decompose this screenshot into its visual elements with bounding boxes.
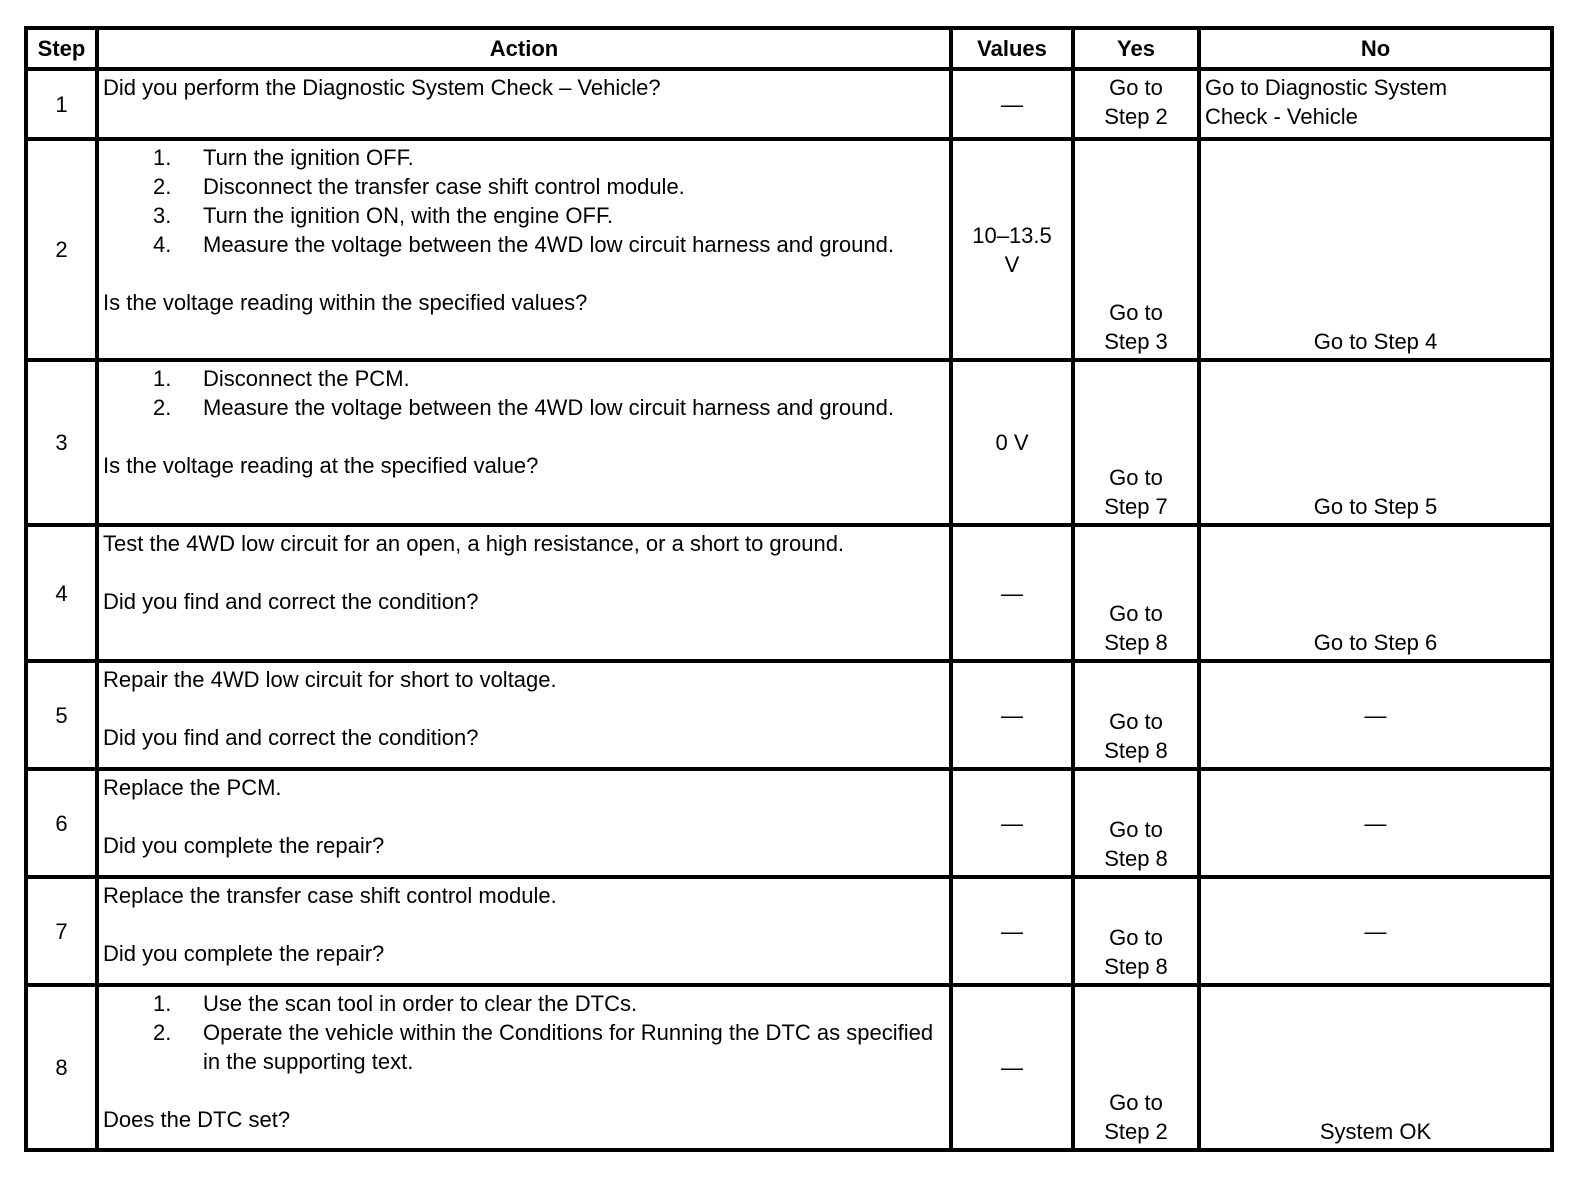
step-number: 5 <box>26 661 97 769</box>
step-number: 4 <box>26 525 97 661</box>
no-line: Go to Diagnostic System <box>1205 75 1448 100</box>
yes-line: Step 8 <box>1104 630 1168 655</box>
table-row <box>26 769 1552 877</box>
list-text: Disconnect the transfer case shift control module. <box>203 174 685 199</box>
list-number: 2. <box>153 1020 172 1045</box>
action-text: Did you perform the Diagnostic System Check – Vehicle? <box>103 75 661 100</box>
no-cell: System OK <box>1199 985 1552 1150</box>
step-number: 6 <box>26 769 97 877</box>
yes-line: Go to <box>1109 465 1163 490</box>
yes-cell <box>1073 525 1199 661</box>
table-row <box>26 661 1552 769</box>
action-text: Replace the PCM. <box>103 775 282 800</box>
question-text: Is the voltage reading within the specified values? <box>103 290 588 315</box>
values-cell: — <box>951 769 1073 877</box>
yes-cell <box>1073 769 1199 877</box>
yes-cell <box>1073 360 1199 525</box>
yes-line: Step 2 <box>1104 104 1168 129</box>
diagnostic-table <box>24 26 1554 1152</box>
yes-cell <box>1073 661 1199 769</box>
list-number: 1. <box>153 991 172 1016</box>
list-item <box>153 143 945 172</box>
header-no: No <box>1199 28 1552 69</box>
header-values: Values <box>951 28 1073 69</box>
yes-line: Go to <box>1109 75 1163 100</box>
action-text: Replace the transfer case shift control module. <box>103 883 557 908</box>
yes-line: Go to <box>1109 1090 1163 1115</box>
yes-cell <box>1073 985 1199 1150</box>
action-cell <box>97 360 951 525</box>
list-number: 2. <box>153 395 172 420</box>
values-cell: — <box>951 985 1073 1150</box>
procedure-list <box>103 364 945 422</box>
list-text: Turn the ignition ON, with the engine OFF. <box>203 203 614 228</box>
list-text: Measure the voltage between the 4WD low circuit harness and ground. <box>203 395 894 420</box>
table-row <box>26 69 1552 139</box>
question-text: Did you find and correct the condition? <box>103 589 479 614</box>
values-line: V <box>1004 251 1020 277</box>
table-row <box>26 139 1552 360</box>
action-text: Repair the 4WD low circuit for short to voltage. <box>103 667 557 692</box>
yes-line: Step 8 <box>1104 738 1168 763</box>
no-cell: — <box>1199 877 1552 985</box>
list-item <box>153 172 945 201</box>
no-cell: Go to Step 6 <box>1199 525 1552 661</box>
table-row <box>26 525 1552 661</box>
yes-cell <box>1073 69 1199 139</box>
yes-line: Go to <box>1109 300 1163 325</box>
list-text: Use the scan tool in order to clear the DTCs. <box>203 991 638 1016</box>
procedure-list <box>103 143 945 259</box>
question-text: Did you find and correct the condition? <box>103 725 479 750</box>
step-number: 8 <box>26 985 97 1150</box>
no-cell: Go to Step 4 <box>1199 139 1552 360</box>
no-cell <box>1199 69 1552 139</box>
yes-line: Go to <box>1109 817 1163 842</box>
list-text: Turn the ignition OFF. <box>203 145 414 170</box>
list-item <box>153 989 945 1018</box>
question-text: Did you complete the repair? <box>103 833 385 858</box>
header-row <box>26 28 1552 69</box>
values-cell: — <box>951 877 1073 985</box>
list-item <box>153 1018 945 1076</box>
table-row <box>26 877 1552 985</box>
list-text: Disconnect the PCM. <box>203 366 410 391</box>
values-cell: 0 V <box>951 360 1073 525</box>
list-text: Measure the voltage between the 4WD low circuit harness and ground. <box>203 232 894 257</box>
action-cell <box>97 525 951 661</box>
yes-line: Step 7 <box>1104 494 1168 519</box>
action-cell <box>97 985 951 1150</box>
values-cell: — <box>951 525 1073 661</box>
table-row <box>26 360 1552 525</box>
question-text: Did you complete the repair? <box>103 941 385 966</box>
procedure-list <box>103 989 945 1076</box>
header-yes: Yes <box>1073 28 1199 69</box>
yes-cell <box>1073 877 1199 985</box>
list-item <box>153 393 945 422</box>
list-text: Operate the vehicle within the Conditions for Running the DTC as specified in the supporting text. <box>203 1020 934 1074</box>
no-cell: — <box>1199 769 1552 877</box>
action-cell <box>97 139 951 360</box>
list-number: 1. <box>153 145 172 170</box>
yes-line: Step 2 <box>1104 1119 1168 1144</box>
values-cell: — <box>951 69 1073 139</box>
question-text: Does the DTC set? <box>103 1107 291 1132</box>
yes-line: Step 8 <box>1104 954 1168 979</box>
values-line: 10–13.5 <box>972 222 1052 248</box>
action-cell <box>97 69 951 139</box>
yes-line: Go to <box>1109 601 1163 626</box>
list-item <box>153 230 945 259</box>
yes-cell <box>1073 139 1199 360</box>
yes-line: Go to <box>1109 925 1163 950</box>
step-number: 1 <box>26 69 97 139</box>
step-number: 2 <box>26 139 97 360</box>
question-text: Is the voltage reading at the specified value? <box>103 453 539 478</box>
action-cell <box>97 661 951 769</box>
action-cell <box>97 877 951 985</box>
no-cell: Go to Step 5 <box>1199 360 1552 525</box>
list-number: 3. <box>153 203 172 228</box>
yes-line: Go to <box>1109 709 1163 734</box>
list-item <box>153 364 945 393</box>
list-item <box>153 201 945 230</box>
action-cell <box>97 769 951 877</box>
values-cell <box>951 139 1073 360</box>
header-step: Step <box>26 28 97 69</box>
list-number: 4. <box>153 232 172 257</box>
values-cell: — <box>951 661 1073 769</box>
header-action: Action <box>97 28 951 69</box>
action-text: Test the 4WD low circuit for an open, a high resistance, or a short to ground. <box>103 531 845 556</box>
yes-line: Step 3 <box>1104 329 1168 354</box>
no-cell: — <box>1199 661 1552 769</box>
table-row <box>26 985 1552 1150</box>
list-number: 2. <box>153 174 172 199</box>
step-number: 7 <box>26 877 97 985</box>
yes-line: Step 8 <box>1104 846 1168 871</box>
list-number: 1. <box>153 366 172 391</box>
step-number: 3 <box>26 360 97 525</box>
no-line: Check - Vehicle <box>1205 104 1358 129</box>
